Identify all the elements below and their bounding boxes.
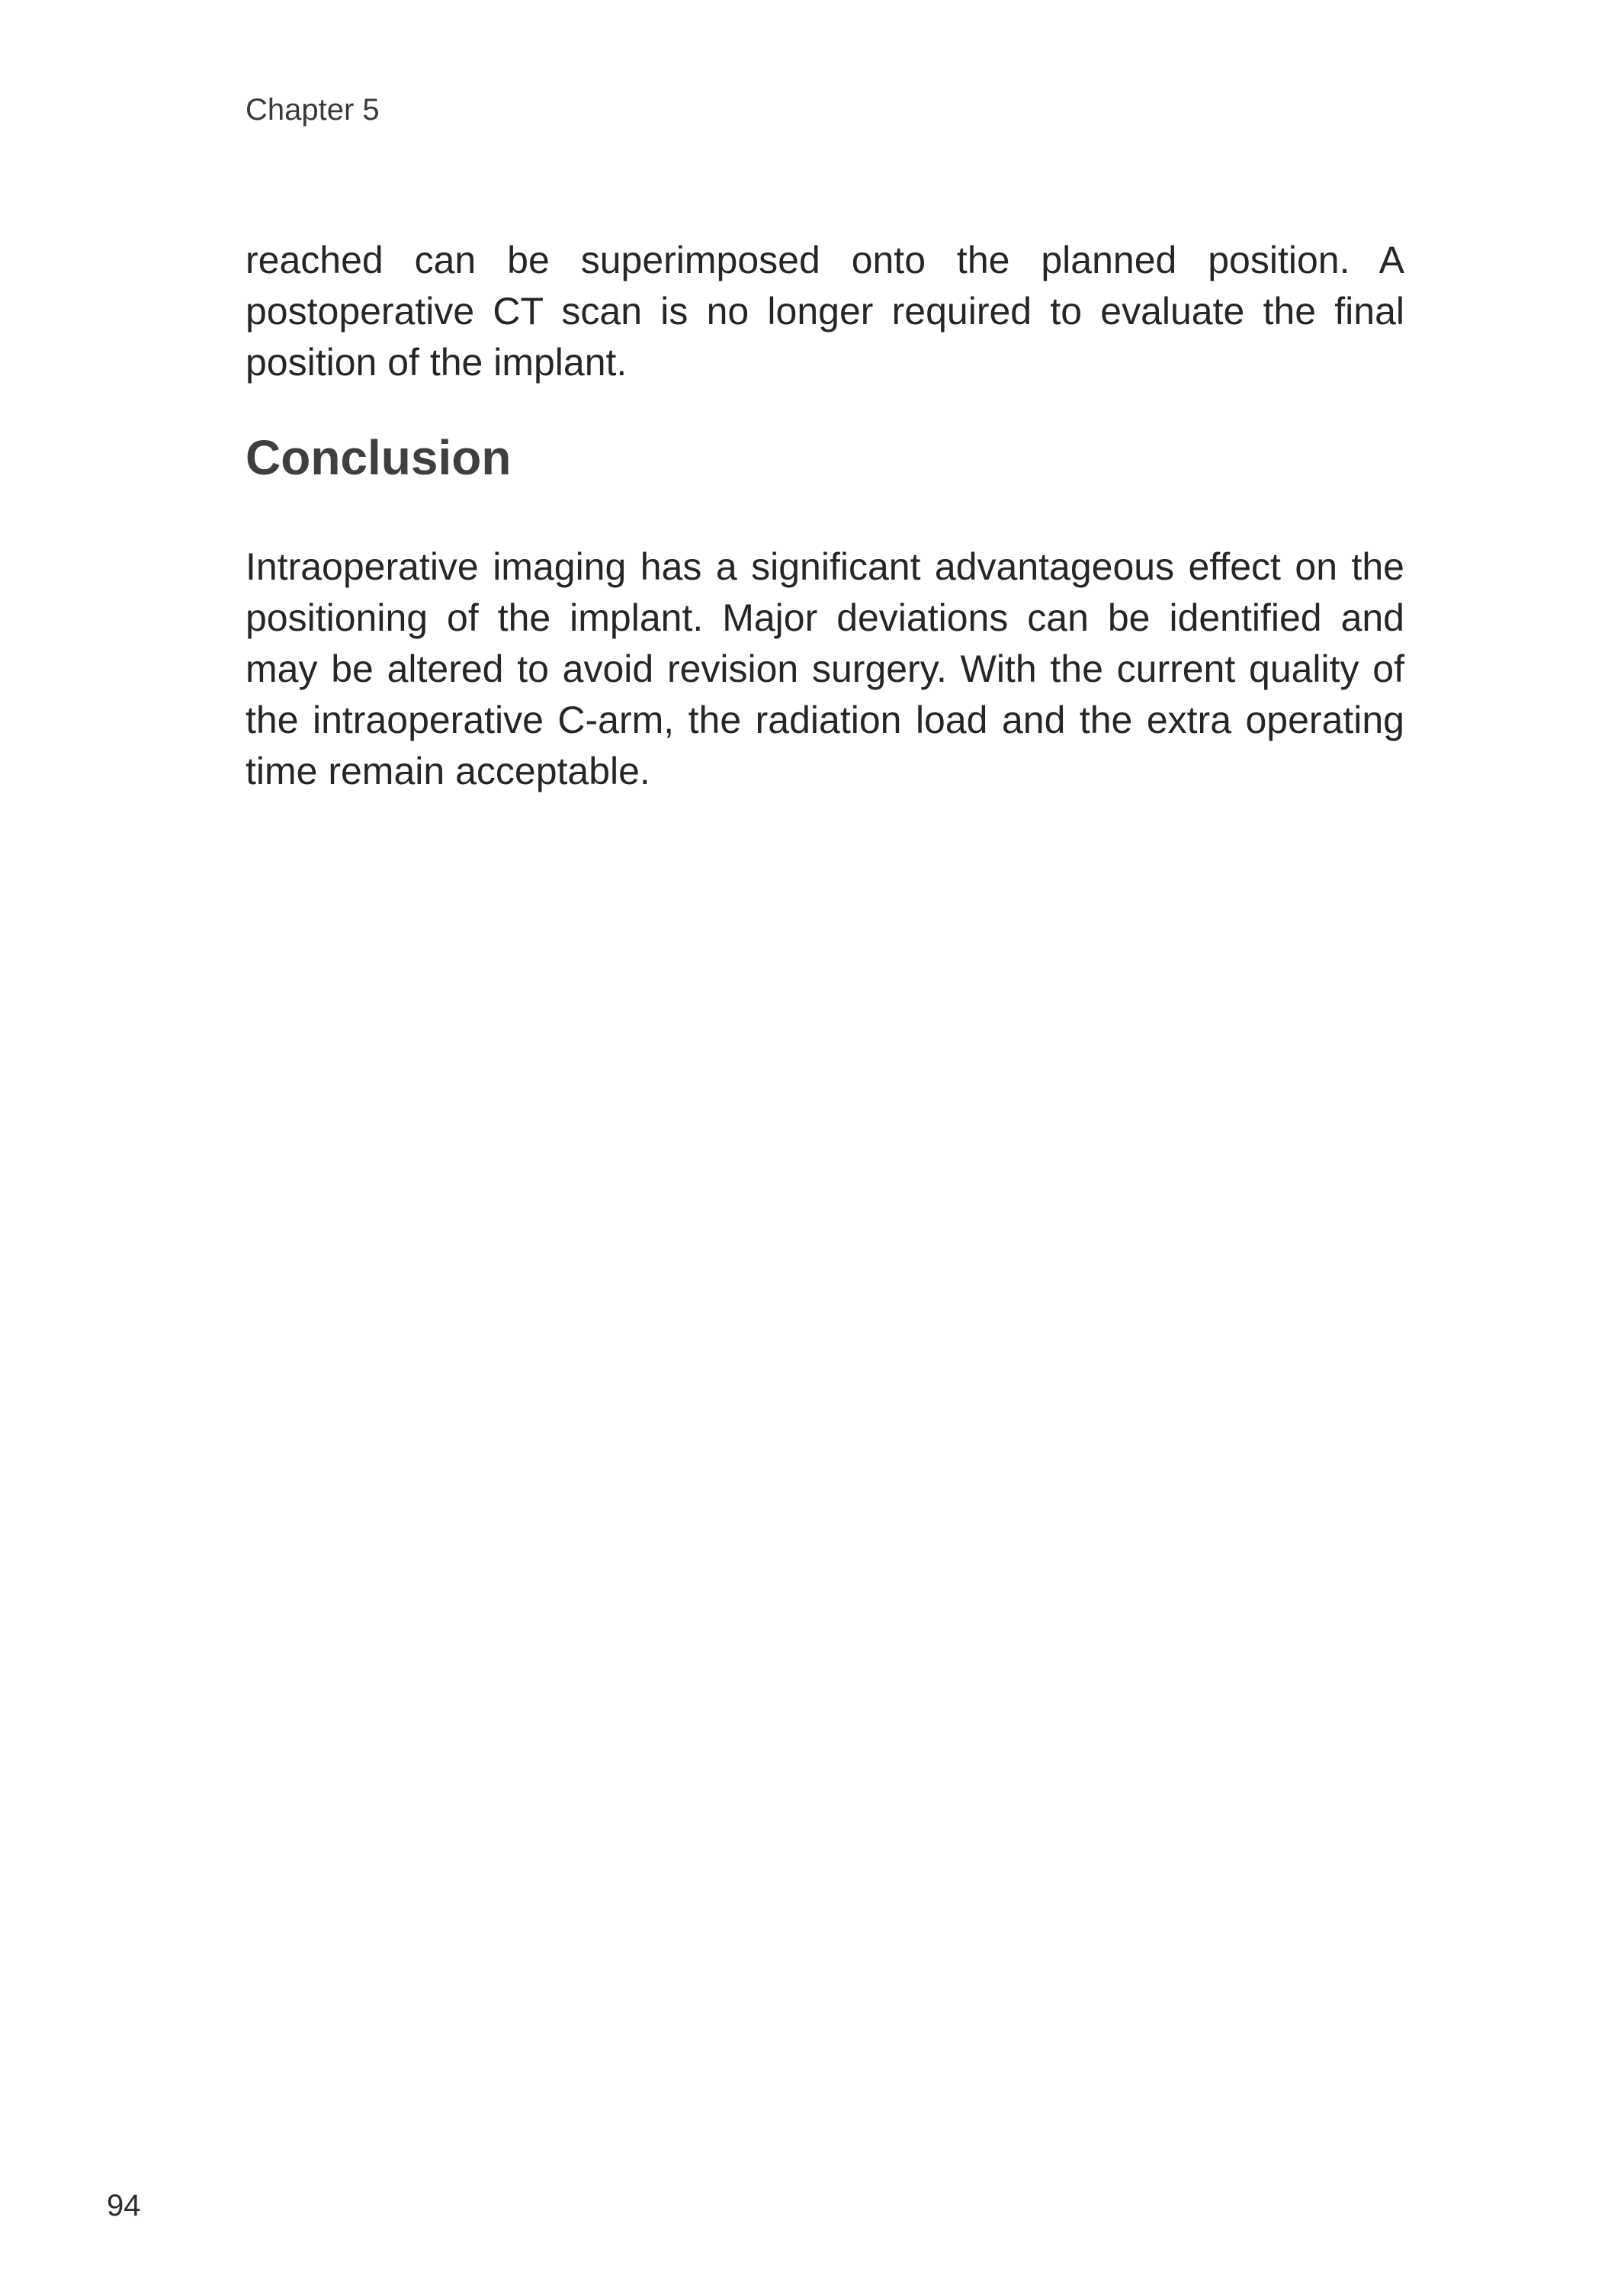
section-heading: Conclusion xyxy=(246,430,512,485)
conclusion-paragraph: Intraoperative imaging has a significant advantageous effect on the positioning of the implant. Major deviations can be identified and may be altered to avoid revision surgery. With the current quality of the intraoperative C-arm, the radiation load and the extra operating time remain acceptable. xyxy=(246,545,1404,792)
page-number: 94 xyxy=(107,2189,141,2222)
continued-paragraph: reached can be superimposed onto the planned position. A postoperative CT scan is no longer required to evaluate the final position of the implant. xyxy=(246,239,1404,384)
running-header: Chapter 5 xyxy=(246,93,380,127)
